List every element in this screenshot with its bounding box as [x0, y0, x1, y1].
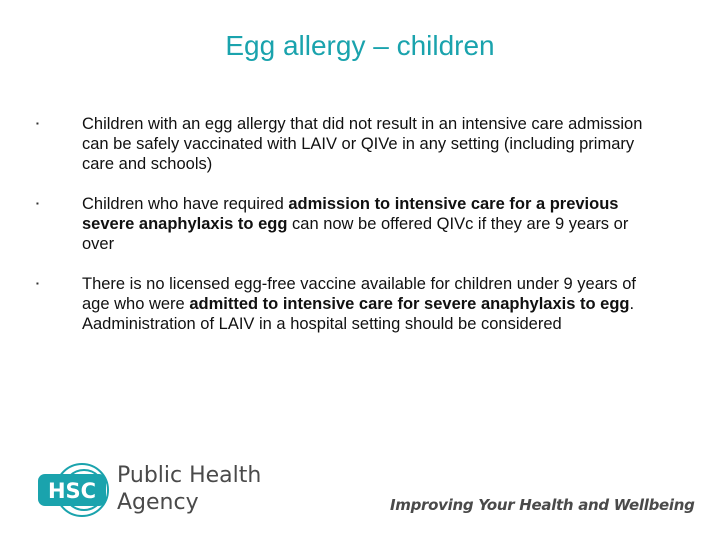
bullet-text-emphasis: admission to intensive care for a previous severe anaphylaxis to egg [82, 195, 619, 233]
bullet-marker-icon: ▪ [36, 279, 39, 288]
bullet-text-part: can now be offered QIVc if they are 9 years or over [82, 215, 629, 253]
logo-line-2: Agency [117, 490, 199, 515]
logo-wordmark [117, 462, 261, 516]
bullet-marker-icon: ▪ [36, 199, 39, 208]
bullet-text-emphasis: admitted to intensive care for severe anaphylaxis to egg [189, 295, 630, 313]
bullet-marker-icon: ▪ [36, 119, 39, 128]
slide-title: Egg allergy – children [225, 30, 495, 61]
bullet-text [82, 275, 636, 333]
hsc-logo-icon [38, 462, 112, 518]
bullet-item-3 [36, 274, 656, 334]
bullet-text-part: . Aadministration of LAIV in a hospital setting should be considered [82, 295, 635, 333]
bullet-text-part: There is no licensed egg-free vaccine available for children under 9 years of age who were [82, 275, 636, 313]
bullet-list [36, 114, 656, 354]
bullet-text [82, 115, 642, 173]
bullet-text-part: Children with an egg allergy that did not result in an intensive care admission can be safely vaccinated with LAIV or QIVe in any setting (including primary care and schools) [82, 115, 643, 173]
bullet-item-1 [36, 114, 656, 174]
footer-tagline: Improving Your Health and Wellbeing [390, 496, 695, 514]
hsc-logo-text: HSC [47, 479, 97, 503]
hsc-public-health-agency-logo [38, 460, 262, 522]
bullet-text-part: Children who have required [82, 195, 289, 213]
bullet-text [82, 195, 628, 253]
bullet-item-2 [36, 194, 656, 254]
logo-line-1: Public Health [117, 463, 262, 488]
